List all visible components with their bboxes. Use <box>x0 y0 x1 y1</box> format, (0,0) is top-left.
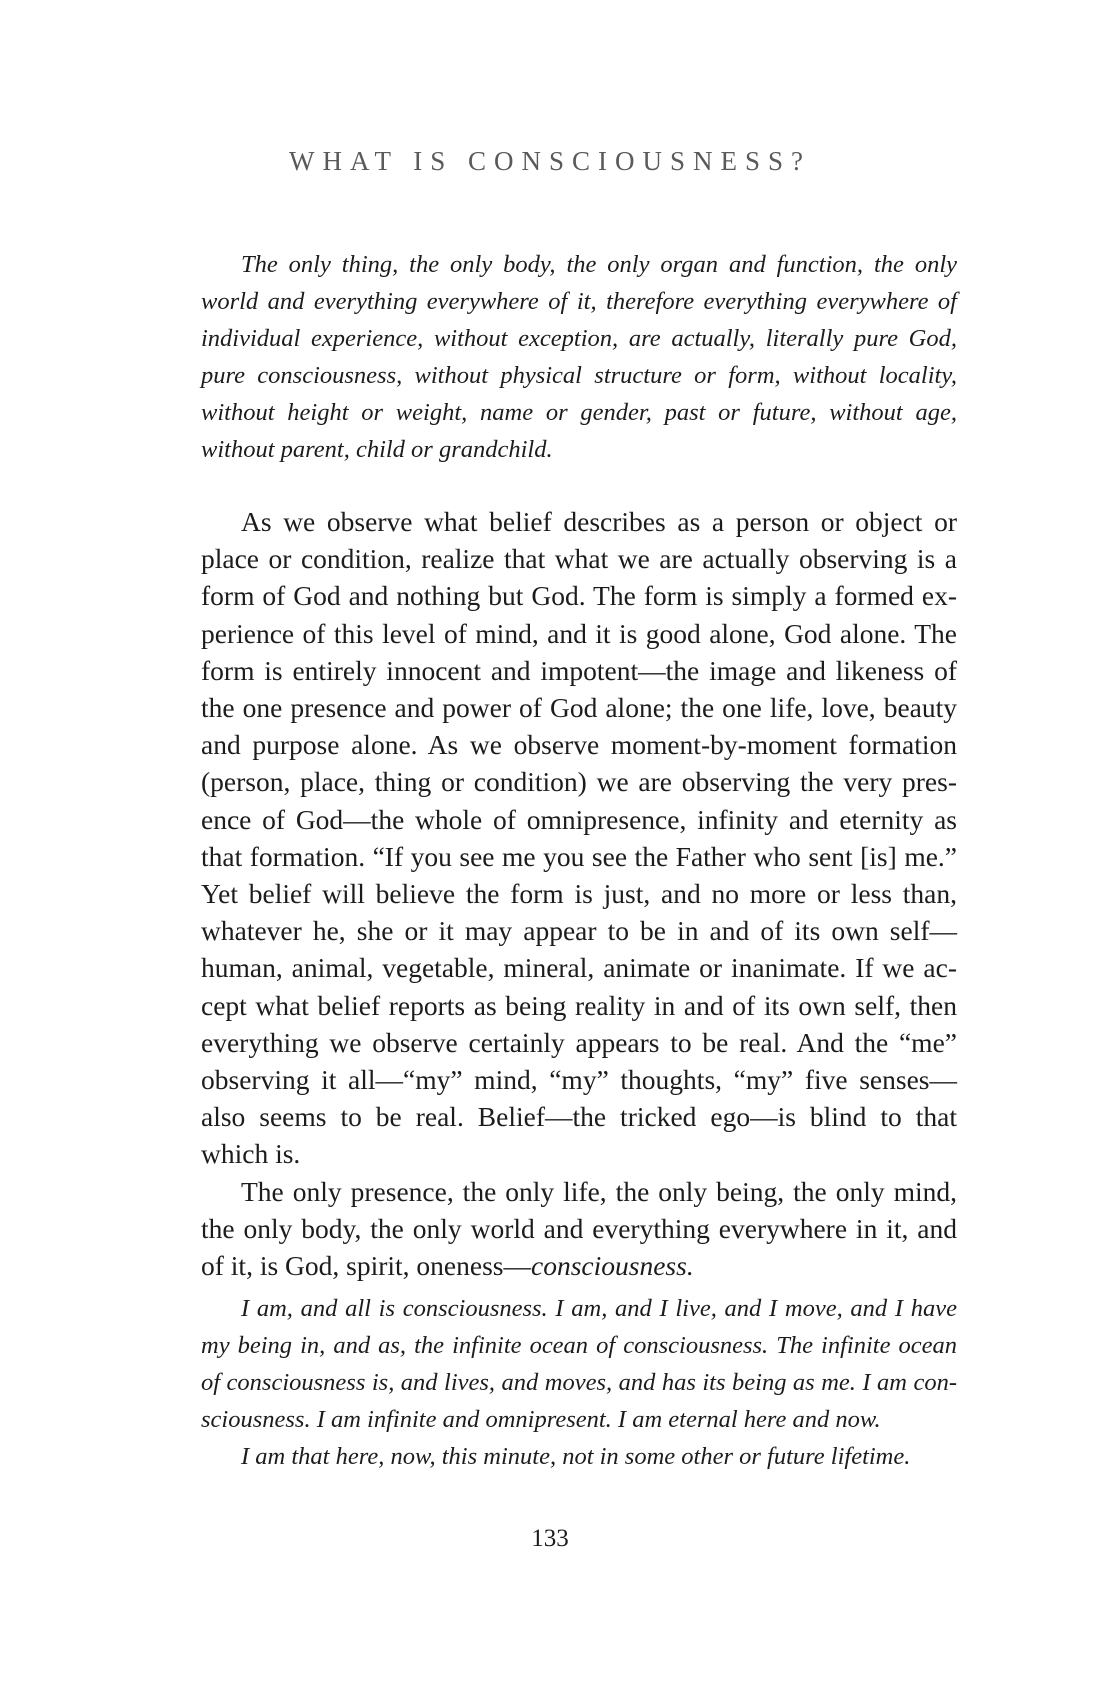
page-number: 133 <box>531 1525 569 1552</box>
running-head: WHAT IS CONSCIOUSNESS? <box>288 146 812 176</box>
body-paragraph-2 <box>201 1173 957 1285</box>
opening-quote: The only thing, the only body, the only organ and function, the only world and everything everywhere of it, therefore everything everywhere of individual experience, without exception, are actually, literally pure God, pure consciousness, without physical structure or form, without locality, without height or weight, name or gender, past or future, without age, without parent, child or grandchild. <box>201 251 957 463</box>
body-paragraph-2-text: The only presence, the only life, the only being, the only mind, the only body, the only world and everything everywhere in it, and of it, is God, spirit, oneness— <box>201 1175 957 1282</box>
closing-meditation-block <box>201 1290 957 1475</box>
closing-meditation-paragraph-1: I am, and all is consciousness. I am, and I live, and I move, and I have my being in, and as, the infinite ocean of consciousness. The infinite ocean of consciousness is, and lives, and moves, and has its being as me. I am consciousness. I am infinite and omnipresent. I am eternal here and now. <box>201 1295 957 1433</box>
body-paragraph-2-emphasis: consciousness. <box>531 1250 694 1282</box>
body-paragraph-1: As we observe what belief describes as a person or object or place or condition, realize that what we are actually observing is a form of God and nothing but God. The form is simply a formed experience of this level of mind, and it is good alone, God alone. The form is entirely innocent and impotent—the image and likeness of the one presence and power of God alone; the one life, love, beauty and purpose alone. As we observe moment-by-moment formation (person, place, thing or condition) we are observing the very presence of God—the whole of omnipresence, infinity and eternity as that formation. “If you see me you see the Father who sent [is] me.” Yet belief will believe the form is just, and no more or less than, whatever he, she or it may appear to be in and of its own self—human, animal, vegetable, mineral, animate or inanimate. If we accept what belief reports as being reality in and of its own self, then everything we observe certainly appears to be real. And the “me” observing it all—“my” mind, “my” thoughts, “my” five senses—also seems to be real. Belief—the tricked ego—is blind to that which is. <box>201 506 957 1170</box>
closing-meditation-paragraph-2: I am that here, now, this minute, not in some other or future lifetime. <box>241 1443 911 1470</box>
opening-quote-block <box>201 246 957 468</box>
body-text <box>201 503 957 1284</box>
